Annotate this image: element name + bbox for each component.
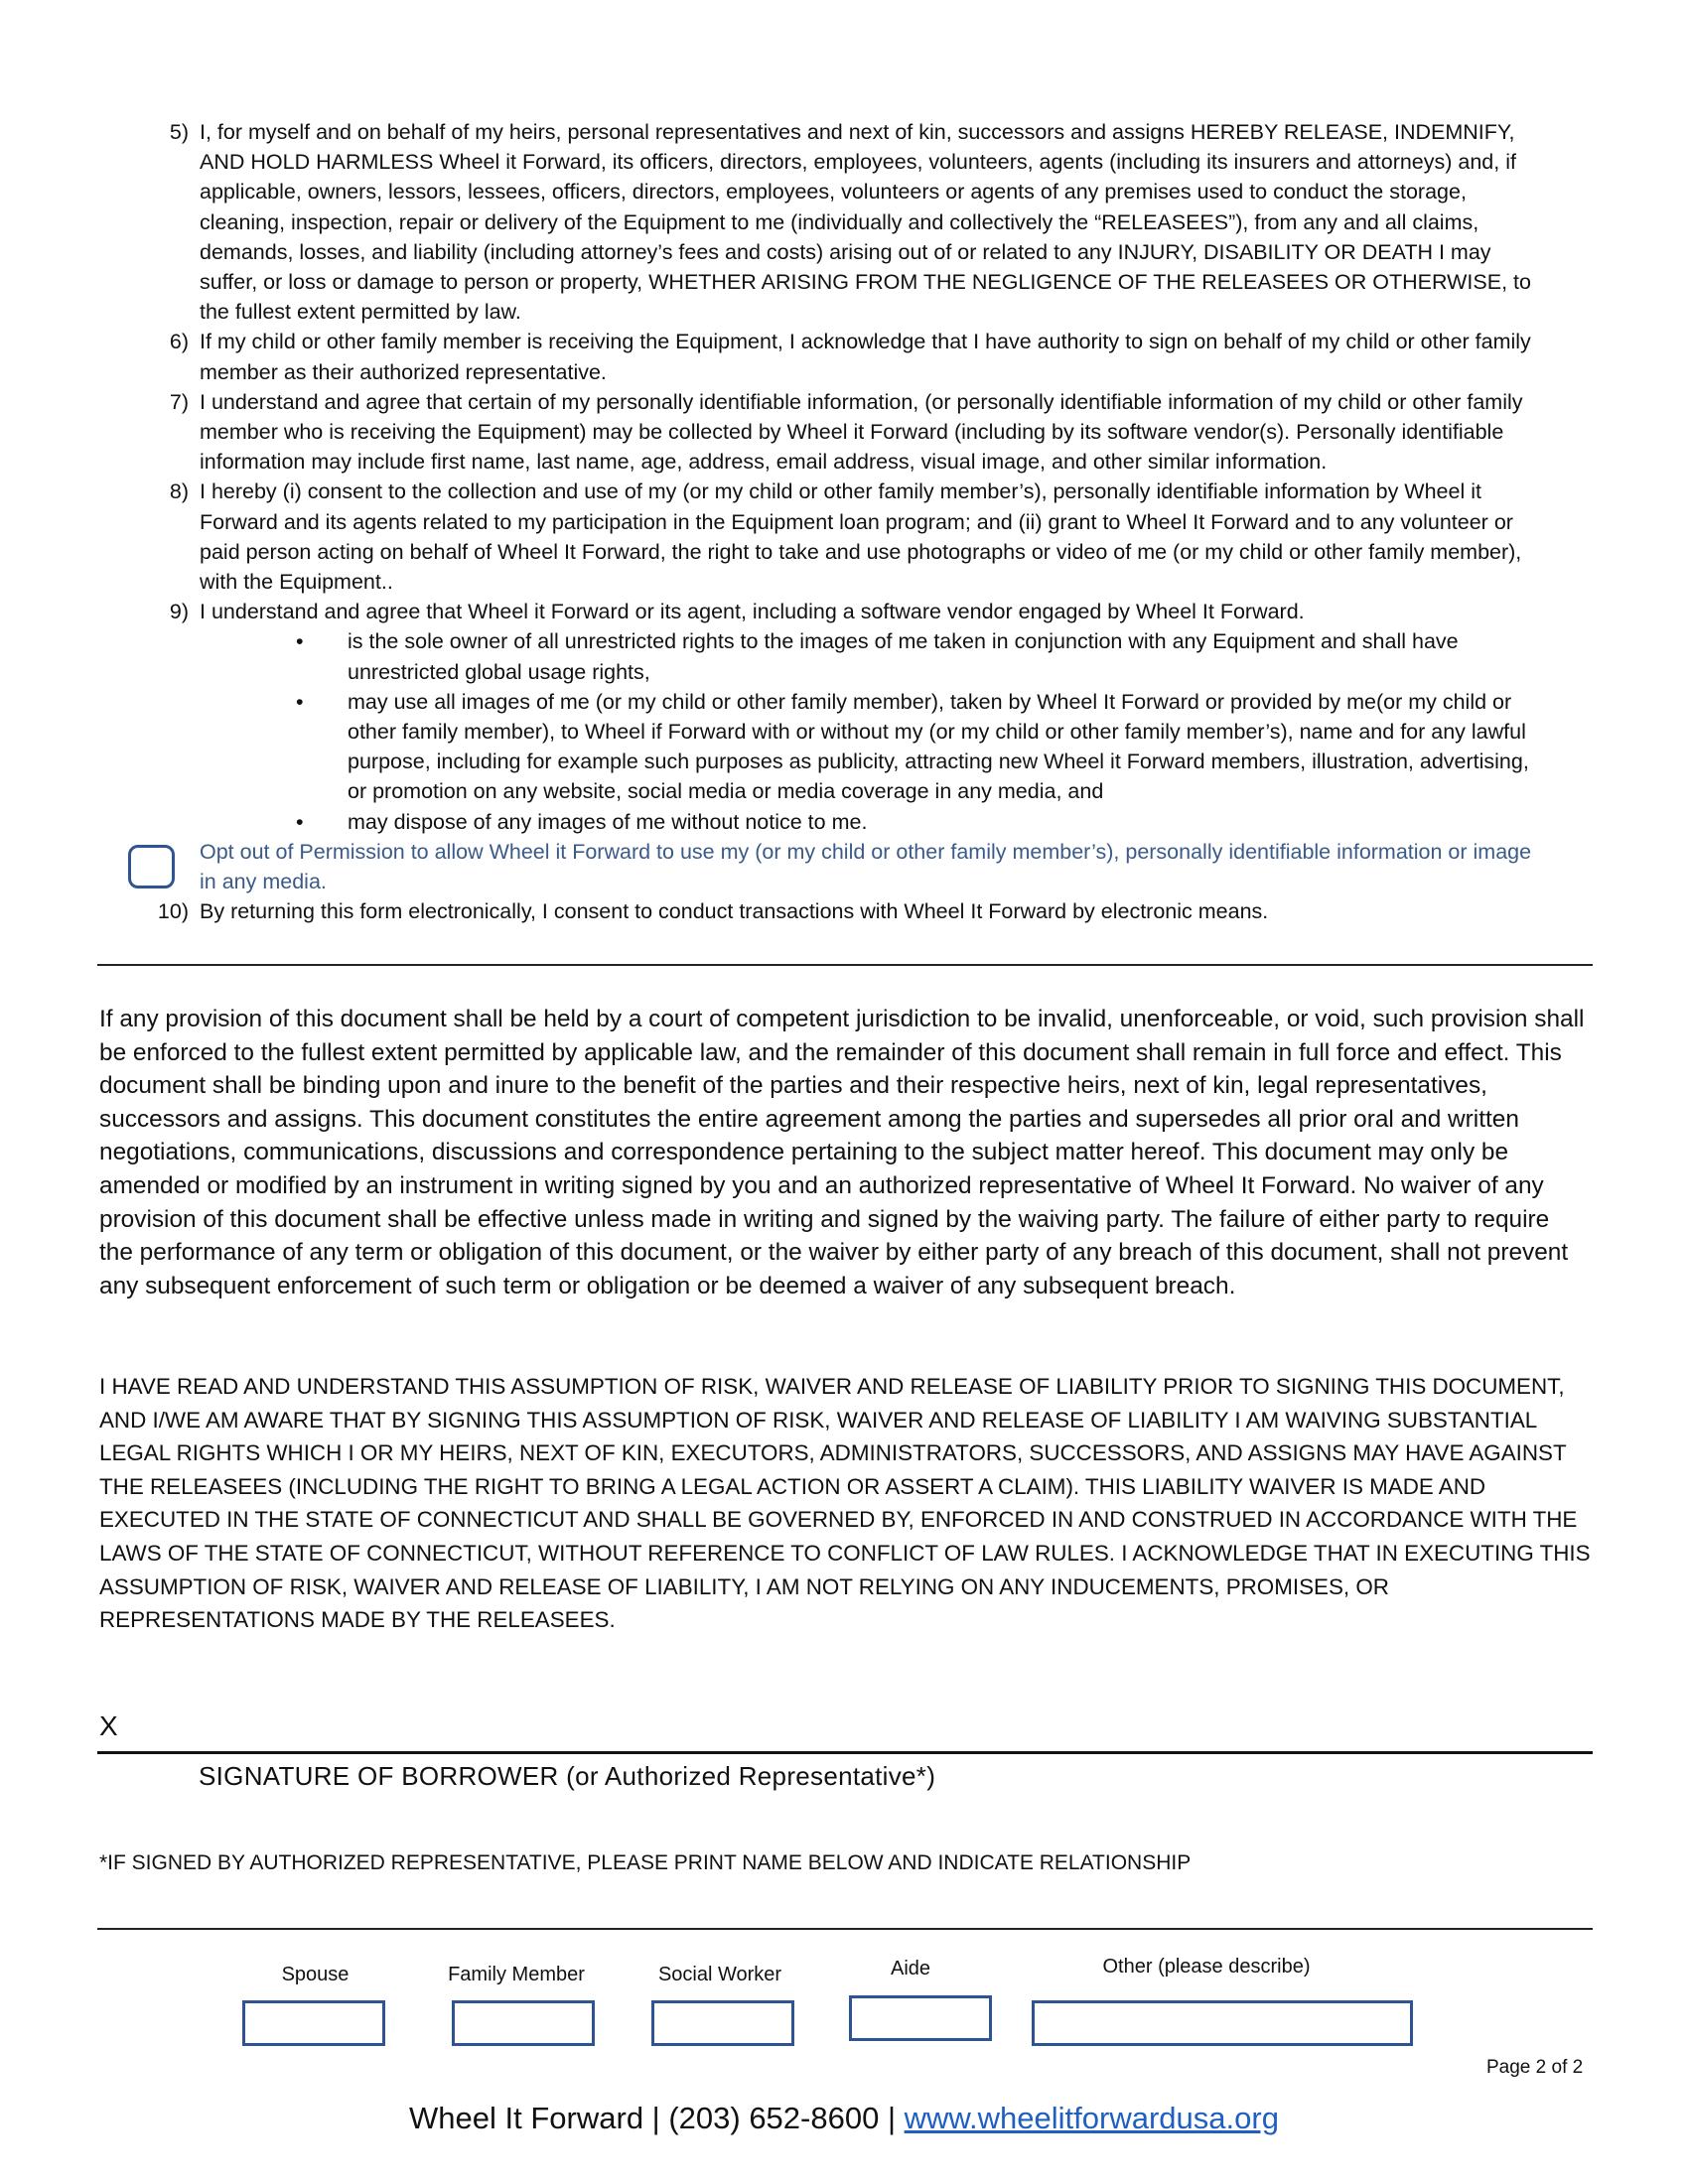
term-number: 8) [169, 479, 189, 504]
severability-paragraph: If any provision of this document shall be held by a court of competent jurisdiction to be invalid, unenforceable, or void, such provision shall be enforced to the fullest extent permitted by applicable law, and the remainder of this document shall remain in full force and effect. This document shall be binding upon and inure to the benefit of the parties and their respective heirs, next of kin, legal representatives, successors and assigns. This document constitutes the entire agreement among the parties and supersedes all prior oral and written negotiations, communications, discussions and correspondence pertaining to the subject matter hereof. This document may only be amended or modified by an instrument in writing signed by you and an authorized representative of Wheel It Forward. No waiver of any provision of this document shall be effective unless made in writing and signed by the waiving party. The failure of either party to require the performance of any term or obligation of this document, or the waiver by either party of any breach of this document, shall not prevent any subsequent enforcement of such term or obligation or be deemed a waiver of any subsequent breach. [99, 1006, 1585, 1299]
other-label: Other (please describe) [1102, 1956, 1311, 1978]
term-9 [149, 597, 1549, 626]
social-worker-field[interactable] [651, 2000, 794, 2046]
term-number: 7) [169, 389, 189, 414]
list-item [149, 687, 1549, 807]
term-text: I understand and agree that certain of my personally identifiable information, (or personally identifiable information of my child or other family member who is receiving the Equipment) may be collected by Wheel it Forward (including by its software vendor(s). Personally identifiable information may include first name, last name, age, address, email address, visual image, and other similar information. [200, 389, 1523, 475]
aide-label: Aide [890, 1958, 931, 1979]
website-link[interactable]: www.wheelitforwardusa.org [904, 2101, 1279, 2135]
term-10 [149, 896, 1549, 926]
term-text: I understand and agree that Wheel it Forward or its agent, including a software vendor engaged by Wheel It Forward. [200, 600, 1305, 624]
signature-line[interactable] [97, 1751, 1593, 1754]
footer-org-info: Wheel It Forward | (203) 652-8600 | [409, 2101, 905, 2135]
list-item [149, 807, 1549, 837]
spouse-label: Spouse [281, 1964, 350, 1985]
spouse-field[interactable] [242, 2000, 385, 2046]
signature-label: SIGNATURE OF BORROWER (or Authorized Representative*) [199, 1761, 936, 1791]
term-text: By returning this form electronically, I consent to conduct transactions with Wheel It Forward by electronic means. [200, 899, 1269, 924]
list-item-text: may use all images of me (or my child or other family member), taken by Wheel It Forward or provided by me(or my child or other family member), to Wheel if Forward with or without my (or my child or other family member’s), name and for any lawful purpose, including for example such purposes as publicity, attracting new Wheel it Forward members, illustration, advertising, or promotion on any website, social media or media coverage in any media, and [348, 689, 1529, 804]
other-description-field[interactable] [1032, 2000, 1413, 2046]
image-rights-list [149, 626, 1549, 836]
representative-name-line[interactable] [97, 1928, 1593, 1930]
term-7 [149, 387, 1549, 478]
bullet-icon: • [296, 689, 304, 714]
term-text: If my child or other family member is receiving the Equipment, I acknowledge that I have authority to sign on behalf of my child or other family member as their authorized representative. [200, 330, 1531, 384]
term-text: I hereby (i) consent to the collection and use of my (or my child or other family member’s), personally identifiable information by Wheel it Forward and its agents related to my participation in the Equipment loan program; and (ii) grant to Wheel It Forward and to any volunteer or paid person acting on behalf of Wheel It Forward, the right to take and use photographs or video of me (or my child or other family member), with the Equipment.. [200, 479, 1522, 595]
term-number: 5) [169, 120, 189, 144]
family-member-field[interactable] [452, 2000, 595, 2046]
list-item [149, 626, 1549, 686]
term-number: 9) [169, 600, 189, 624]
term-number: 10) [157, 899, 189, 924]
list-item-text: is the sole owner of all unrestricted rights to the images of me taken in conjunction with any Equipment and shall have unrestricted global usage rights, [348, 629, 1459, 684]
term-number: 6) [169, 330, 189, 354]
signature-x-mark: X [99, 1710, 118, 1741]
page-footer [0, 2101, 1688, 2136]
bullet-icon: • [296, 629, 304, 654]
social-worker-label: Social Worker [657, 1964, 782, 1985]
opt-out-checkbox[interactable] [128, 845, 175, 888]
representative-note: *IF SIGNED BY AUTHORIZED REPRESENTATIVE, PLEASE PRINT NAME BELOW AND INDICATE RELATIONSHIP [99, 1851, 1192, 1874]
aide-field[interactable] [849, 1995, 992, 2041]
term-5 [149, 117, 1549, 327]
page-number: Page 2 of 2 [1486, 2057, 1584, 2078]
acknowledgement-paragraph: I HAVE READ AND UNDERSTAND THIS ASSUMPTION OF RISK, WAIVER AND RELEASE OF LIABILITY PRIOR TO SIGNING THIS DOCUMENT, AND I/WE AM AWARE THAT BY SIGNING THIS ASSUMPTION OF RISK, WAIVER AND RELEASE OF LIABILITY I AM WAIVING SUBSTANTIAL LEGAL RIGHTS WHICH I OR MY HEIRS, NEXT OF KIN, EXECUTORS, ADMINISTRATORS, SUCCESSORS, AND ASSIGNS MAY HAVE AGAINST THE RELEASEES (INCLUDING THE RIGHT TO BRING A LEGAL ACTION OR ASSERT A CLAIM). THIS LIABILITY WAIVER IS MADE AND EXECUTED IN THE STATE OF CONNECTICUT AND SHALL BE GOVERNED BY, ENFORCED IN AND CONSTRUED IN ACCORDANCE WITH THE LAWS OF THE STATE OF CONNECTICUT, WITHOUT REFERENCE TO CONFLICT OF LAW RULES. I ACKNOWLEDGE THAT IN EXECUTING THIS ASSUMPTION OF RISK, WAIVER AND RELEASE OF LIABILITY, I AM NOT RELYING ON ANY INDUCEMENTS, PROMISES, OR REPRESENTATIONS MADE BY THE RELEASEES. [99, 1374, 1591, 1633]
term-8 [149, 477, 1549, 597]
term-6 [149, 327, 1549, 386]
bullet-icon: • [296, 809, 304, 834]
term-text: I, for myself and on behalf of my heirs, personal representatives and next of kin, successors and assigns HEREBY RELEASE, INDEMNIFY, AND HOLD HARMLESS Wheel it Forward, its officers, directors, employees, volunteers, agents (including its insurers and attorneys) and, if applicable, owners, lessors, lessees, officers, directors, employees, volunteers or agents of any premises used to conduct the storage, cleaning, inspection, repair or delivery of the Equipment to me (individually and collectively the “RELEASEES”), from any and all claims, demands, losses, and liability (including attorney’s fees and costs) arising out of or related to any INJURY, DISABILITY OR DEATH I may suffer, or loss or damage to person or property, WHETHER ARISING FROM THE NEGLIGENCE OF THE RELEASEES OR OTHERWISE, to the fullest extent permitted by law. [200, 120, 1531, 325]
section-divider [97, 964, 1593, 966]
list-item-text: may dispose of any images of me without notice to me. [348, 809, 868, 834]
family-member-label: Family Member [448, 1964, 585, 1985]
opt-out-row [149, 837, 1549, 896]
opt-out-label: Opt out of Permission to allow Wheel it Forward to use my (or my child or other family member’s), personally identifiable information or image in any media. [200, 839, 1532, 894]
numbered-terms [149, 117, 1549, 926]
